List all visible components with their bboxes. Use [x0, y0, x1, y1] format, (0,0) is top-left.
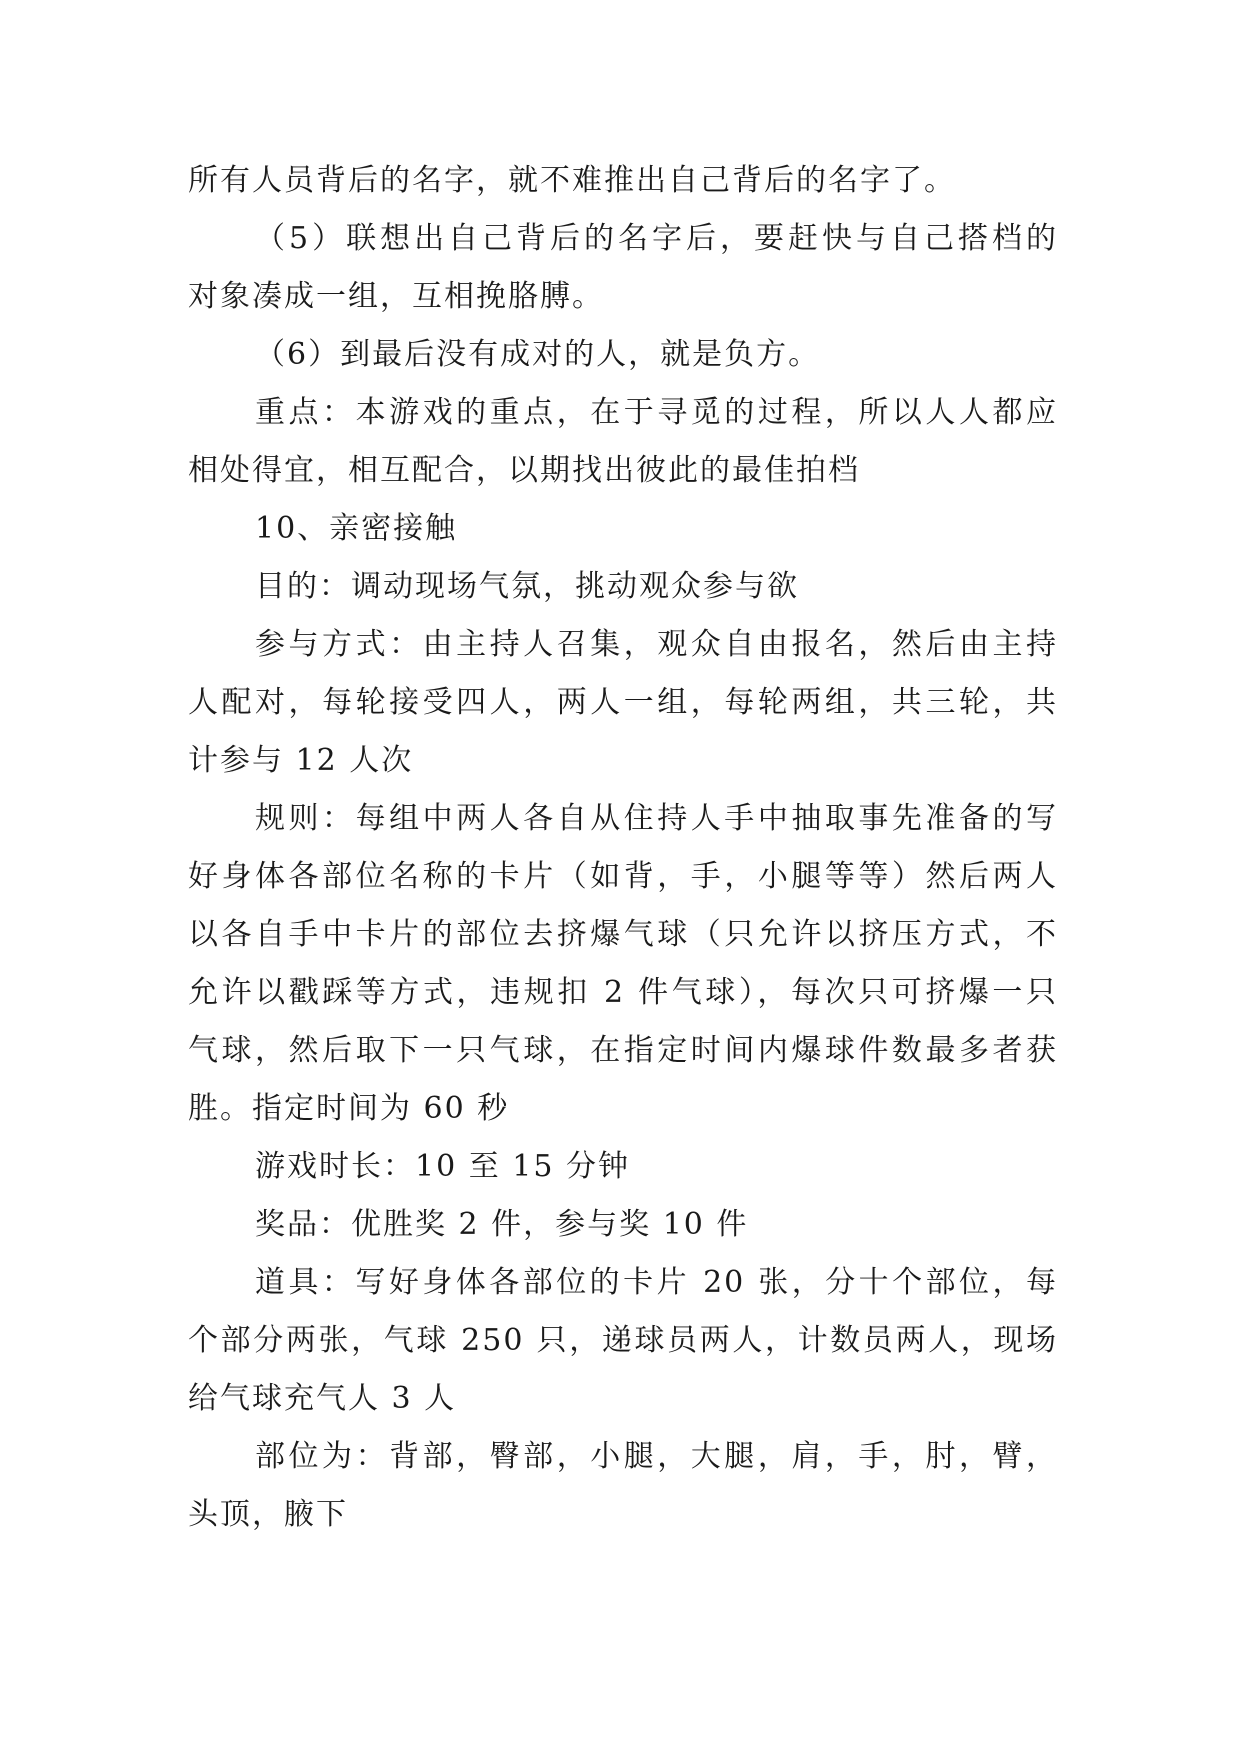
text-line: 重点：本游戏的重点，在于寻觅的过程，所以人人都应	[255, 395, 1058, 430]
document-body	[188, 152, 1058, 1544]
text-line: 规则：每组中两人各自从住持人手中抽取事先准备的写	[255, 801, 1058, 836]
text-line: 相处得宜，相互配合，以期找出彼此的最佳拍档	[188, 453, 860, 488]
text-line: 人配对，每轮接受四人，两人一组，每轮两组，共三轮，共	[188, 685, 1058, 720]
text-line: 目的：调动现场气氛，挑动观众参与欲	[255, 569, 799, 604]
text-line: 游戏时长：10 至 15 分钟	[255, 1149, 630, 1184]
text-line: 好身体各部位名称的卡片（如背，手，小腿等等）然后两人	[188, 859, 1058, 894]
text-line: 对象凑成一组，互相挽胳膊。	[188, 279, 604, 314]
text-line: 所有人员背后的名字，就不难推出自己背后的名字了。	[188, 163, 956, 198]
text-line: 气球，然后取下一只气球，在指定时间内爆球件数最多者获	[188, 1033, 1058, 1068]
text-line: 头顶，腋下	[188, 1497, 348, 1532]
text-line: 奖品：优胜奖 2 件，参与奖 10 件	[255, 1207, 749, 1242]
text-line: 个部分两张，气球 250 只，递球员两人，计数员两人，现场	[188, 1323, 1058, 1358]
text-line: （5）联想出自己背后的名字后，要赶快与自己搭档的	[255, 221, 1058, 256]
text-line: 给气球充气人 3 人	[188, 1381, 457, 1416]
text-line: 部位为：背部，臀部，小腿，大腿，肩，手，肘，臂，	[255, 1439, 1058, 1474]
text-line: 计参与 12 人次	[188, 743, 414, 778]
text-line: （6）到最后没有成对的人，就是负方。	[255, 337, 821, 372]
text-line: 道具：写好身体各部位的卡片 20 张，分十个部位，每	[255, 1265, 1058, 1300]
text-line: 10、亲密接触	[255, 511, 458, 546]
text-line: 允许以戳踩等方式，违规扣 2 件气球），每次只可挤爆一只	[188, 975, 1058, 1010]
text-line: 参与方式：由主持人召集，观众自由报名，然后由主持	[255, 627, 1058, 662]
text-line: 胜。指定时间为 60 秒	[188, 1091, 510, 1126]
text-line: 以各自手中卡片的部位去挤爆气球（只允许以挤压方式，不	[188, 917, 1058, 952]
